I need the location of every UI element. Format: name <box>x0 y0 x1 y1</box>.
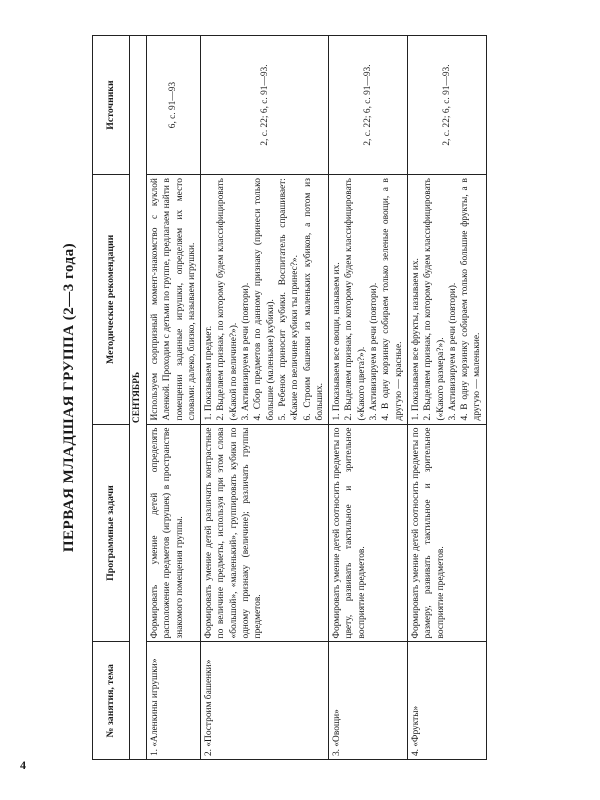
row-recommendations <box>147 175 201 424</box>
row-recommendations <box>407 175 486 424</box>
recommendation-line: 4. В одну корзинку собираем только большие фрукты, а в другую — маленькие. <box>460 178 483 421</box>
row-topic: 2. «Построим башенки» <box>201 642 329 760</box>
recommendation-line: 5. Ребенок приносит кубики. Воспитатель спрашивает: «Какие по величине кубики ты принес?». <box>277 178 301 421</box>
recommendation-line: 3. Активизируем в речи (повтори). <box>241 282 252 421</box>
section-row <box>130 36 147 760</box>
recommendation-line: 3. Активизируем в речи (повтори). <box>369 282 380 421</box>
row-topic: 4. «Фрукты» <box>407 642 486 760</box>
header-tasks: Программные задачи <box>93 424 130 642</box>
recommendation-line: 1. Показываем предмет. <box>204 325 215 421</box>
recommendation-line: Используем сюрпризный момент-знакомство с куклой Аленкой. Проходим с детьми по группе, предлагаем найти в помещении заданные игрушки, определяем их место словами: далеко, близко, называем игрушки. <box>150 178 197 421</box>
recommendation-line: 1. Показываем все фрукты, называем их. <box>410 258 421 421</box>
row-source: 2, с. 22; 6, с. 91—93. <box>201 36 329 175</box>
header-sources: Источники <box>93 36 130 175</box>
table-row <box>407 36 486 760</box>
row-recommendations <box>201 175 329 424</box>
table-row <box>147 36 201 760</box>
recommendation-line: 2. Выделяем признак, по которому будем классифицировать («Какого цвета?»). <box>344 178 367 421</box>
header-number-topic: № занятия, тема <box>93 642 130 760</box>
section-month: СЕНТЯБРЬ <box>130 36 147 760</box>
lesson-plan-table <box>92 35 487 760</box>
row-recommendations <box>329 175 408 424</box>
recommendation-line: 4. В одну корзинку собираем только зеленые овощи, а в другую — красные. <box>381 178 404 421</box>
recommendation-line: 1. Показываем все овощи, называем их. <box>332 262 343 421</box>
table-row <box>201 36 329 760</box>
row-source: 2, с. 22; 6, с. 91—93. <box>407 36 486 175</box>
row-topic: 3. «Овощи» <box>329 642 408 760</box>
row-tasks: Формировать умение детей соотносить предметы по размеру, развивать тактильное и зрительное восприятие предметов. <box>407 424 486 642</box>
recommendation-line: 2. Выделяем признак, по которому будем классифицировать («Какой по величине?»). <box>216 178 239 421</box>
row-tasks: Формировать умение детей различать контрастные по величине предметы, используя при этом слова «большой», «маленький», группировать кубики по одному признаку (величине); различать группы предметов. <box>201 424 329 642</box>
page-title: ПЕРВАЯ МЛАДШАЯ ГРУППА (2—3 года) <box>61 242 77 553</box>
recommendation-line: 2. Выделяем признак, по которому будем классифицировать («Какого размера?»). <box>423 178 446 421</box>
table-header-row <box>93 36 130 760</box>
row-tasks: Формировать умение детей определять расположение предметов (игрушек) в пространстве знакомого помещения группы. <box>147 424 201 642</box>
row-source: 6, с. 91—93 <box>147 36 201 175</box>
recommendation-line: 4. Сбор предметов по данному признаку (принеси только большие (маленькие) кубики). <box>253 178 276 421</box>
recommendation-line: 6. Строим башенки из маленьких кубиков, а потом из больших. <box>302 178 325 421</box>
page-number: 4 <box>20 758 26 772</box>
row-tasks: Формировать умение детей соотносить предметы по цвету, развивать тактильное и зрительное восприятие предметов. <box>329 424 408 642</box>
header-recommendations: Методические рекомендации <box>93 175 130 424</box>
table-row <box>329 36 408 760</box>
rotated-page <box>54 35 574 760</box>
row-topic: 1. «Аленкины игрушки» <box>147 642 201 760</box>
recommendation-line: 3. Активизируем в речи (повтори). <box>447 282 458 421</box>
row-source: 2, с. 22; 6, с. 91—93. <box>329 36 408 175</box>
